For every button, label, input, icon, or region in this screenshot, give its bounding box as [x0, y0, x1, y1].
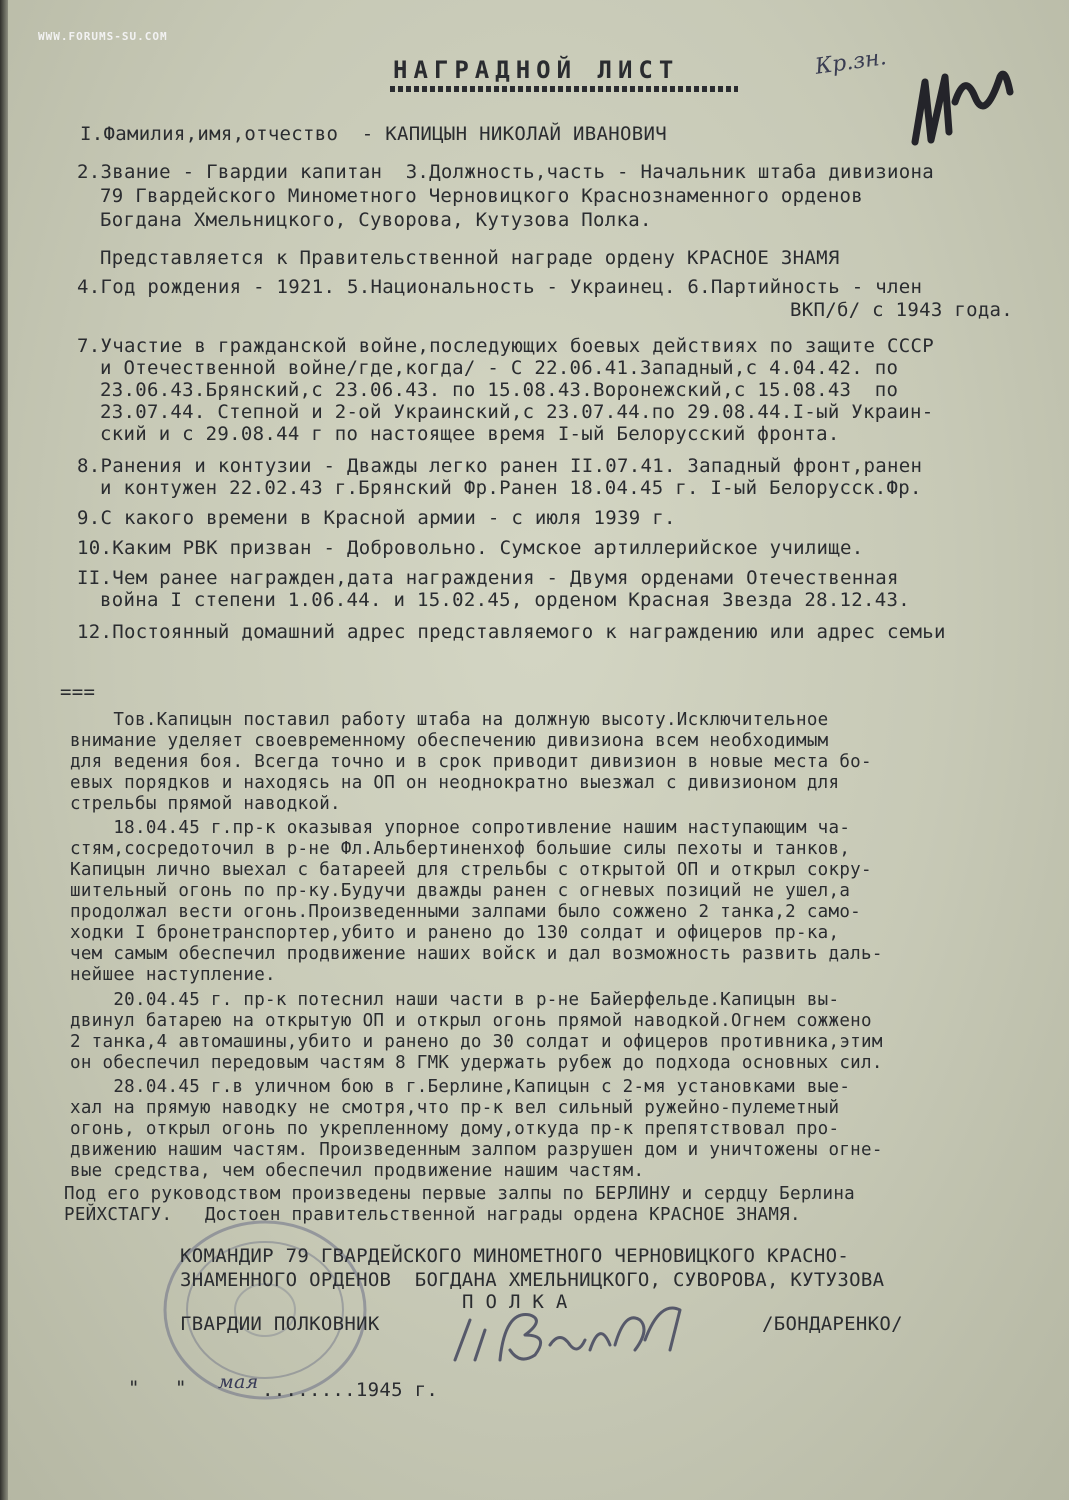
field-unit-line1: 79 Гвардейского Минометного Черновицкого Краснознаменного орденов — [100, 185, 864, 207]
narrative-line: 2 танка,4 автомашины,убито и ранено до 30 солдат и офицеров противника,этим — [70, 1032, 883, 1052]
field-conscription: 10.Каким РВК призван - Добровольно. Сумское артиллерийское училище. — [77, 537, 864, 559]
narrative-line: РЕЙХСТАГУ. Достоен правительственной награды ордена КРАСНОЕ ЗНАМЯ. — [64, 1205, 801, 1225]
field-full-name: I.Фамилия,имя,отчество - КАПИЦЫН НИКОЛАЙ ИВАНОВИЧ — [80, 123, 667, 145]
field-unit-line2: Богдана Хмельницкого, Суворова, Кутузова Полка. — [100, 209, 652, 231]
date-prefix: " " — [128, 1377, 187, 1399]
narrative-line: чем самым обеспечил продвижение наших войск и дал возможность развить даль- — [70, 944, 883, 964]
field-participation-line1: 7.Участие в гражданской войне,последующих боевых действиях по защите СССР — [77, 335, 934, 357]
field-participation-line3: 23.06.43.Брянский,с 23.06.43. по 15.08.43.Воронежский,с 15.08.43 по — [100, 379, 899, 401]
narrative-line: хал на прямую наводку не смотря,что пр-к вел сильный ружейно-пулеметный — [70, 1098, 840, 1118]
narrative-line: евых порядков и находясь на ОП он неоднократно выезжал с дивизионом для — [70, 773, 840, 793]
field-birth-nationality-party: 4.Год рождения - 1921. 5.Национальность - Украинец. 6.Партийность - член — [77, 276, 923, 298]
narrative-line: огонь, открыл огонь по укрепленному дому,откуда пр-к препятствовал про- — [70, 1119, 840, 1139]
commander-title-line1: КОМАНДИР 79 ГВАРДЕЙСКОГО МИНОМЕТНОГО ЧЕРНОВИЦКОГО КРАСНО- — [180, 1245, 850, 1267]
narrative-line: стрельбы прямой наводкой. — [70, 794, 341, 814]
corner-mark-icon — [905, 62, 1015, 152]
commander-name: /БОНДАРЕНКО/ — [762, 1313, 903, 1335]
field-participation-line4: 23.07.44. Степной и 2-ой Украинский,с 23.07.44.по 29.08.44.I-ый Украин- — [100, 401, 934, 423]
narrative-line: 28.04.45 г.в уличном бою в г.Берлине,Капицын с 2-мя установками вые- — [70, 1077, 851, 1097]
title-underline — [390, 86, 738, 92]
field-previous-awards-line1: II.Чем ранее награжден,дата награждения - Двумя орденами Отечественная — [77, 567, 899, 589]
field-previous-awards-line2: война I степени 1.06.44. и 15.02.45, орденом Красная Звезда 28.12.43. — [100, 589, 910, 611]
field-service-since: 9.С какого времени в Красной армии - с июля 1939 г. — [77, 507, 676, 529]
date-year: ........1945 г. — [262, 1379, 439, 1401]
date-month: мая — [218, 1371, 259, 1393]
handwritten-signature-icon — [440, 1290, 700, 1380]
narrative-line: ходки I бронетранспортер,убито и ранено до 130 солдат и офицеров пр-ка, — [70, 923, 840, 943]
narrative-line: Под его руководством произведены первые залпы по БЕРЛИНУ и сердцу Берлина — [64, 1184, 856, 1204]
field-wounds-line2: и контужен 22.02.43 г.Брянский Фр.Ранен 18.04.45 г. I-ый Белорусск.Фр. — [100, 477, 922, 499]
watermark-text: WWW.FORUMS-SU.COM — [38, 30, 168, 43]
field-participation-line2: и Отечественной войне/где,когда/ - С 22.06.41.Западный,с 4.04.42. по — [100, 357, 899, 379]
narrative-line: стям,сосредоточил в р-не Фл.Альбертиненхоф большие силы пехоты и танков, — [70, 839, 851, 859]
field-rank-position: 2.Звание - Гвардии капитан 3.Должность,часть - Начальник штаба дивизиона — [77, 161, 934, 183]
field-award-presented: Представляется к Правительственной награде ордену КРАСНОЕ ЗНАМЯ — [100, 247, 840, 269]
field-participation-line5: ский и с 29.08.44 г по настоящее время I-ый Белорусский фронта. — [100, 423, 840, 445]
document-title: НАГРАДНОЙ ЛИСТ — [393, 56, 680, 84]
section-separator: === — [60, 681, 96, 703]
narrative-line: 20.04.45 г. пр-к потеснил наши части в р-не Байерфельде.Капицын вы- — [70, 990, 840, 1010]
narrative-line: шительный огонь по пр-ку.Будучи дважды ранен с огневых позиций не ушел,а — [70, 881, 851, 901]
narrative-line: вые средства, чем обеспечил продвижение нашим частям. — [70, 1161, 645, 1181]
narrative-line: продолжал вести огонь.Произведенными залпами было сожжено 2 танка,2 само- — [70, 902, 862, 922]
narrative-line: 18.04.45 г.пр-к оказывая упорное сопротивление нашим наступающим ча- — [70, 818, 851, 838]
field-home-address: 12.Постоянный домашний адрес представляемого к награждению или адрес семьи — [77, 621, 946, 643]
commander-title-line3: П О Л К А — [462, 1291, 568, 1313]
narrative-line: Тов.Капицын поставил работу штаба на должную высоту.Исключительное — [70, 710, 829, 730]
narrative-line: Капицын лично выехал с батареей для стрельбы с открытой ОП и открыл сокру- — [70, 860, 872, 880]
narrative-line: двинул батарею на открытую ОП и открыл огонь прямой наводкой.Огнем сожжено — [70, 1011, 872, 1031]
narrative-line: нейшее наступление. — [70, 965, 276, 985]
field-wounds-line1: 8.Ранения и контузии - Дважды легко ранен II.07.41. Западный фронт,ранен — [77, 455, 923, 477]
narrative-line: внимание уделяет своевременному обеспечению дивизиона всем необходимым — [70, 731, 829, 751]
corner-handwritten-note: Кр.зн. — [813, 45, 888, 80]
field-party-year: ВКП/б/ с 1943 года. — [790, 299, 1014, 321]
narrative-line: он обеспечил передовым частям 8 ГМК удержать рубеж до подхода основных сил. — [70, 1053, 883, 1073]
narrative-line: для ведения боя. Всегда точно и в срок приводит дивизион в новые места бо- — [70, 752, 872, 772]
narrative-line: движению нашим частям. Произведенным залпом разрушен дом и уничтожены огне- — [70, 1140, 883, 1160]
commander-rank: ГВАРДИИ ПОЛКОВНИК — [180, 1313, 380, 1335]
commander-title-line2: ЗНАМЕННОГО ОРДЕНОВ БОГДАНА ХМЕЛЬНИЦКОГО, СУВОРОВА, КУТУЗОВА — [180, 1269, 885, 1291]
